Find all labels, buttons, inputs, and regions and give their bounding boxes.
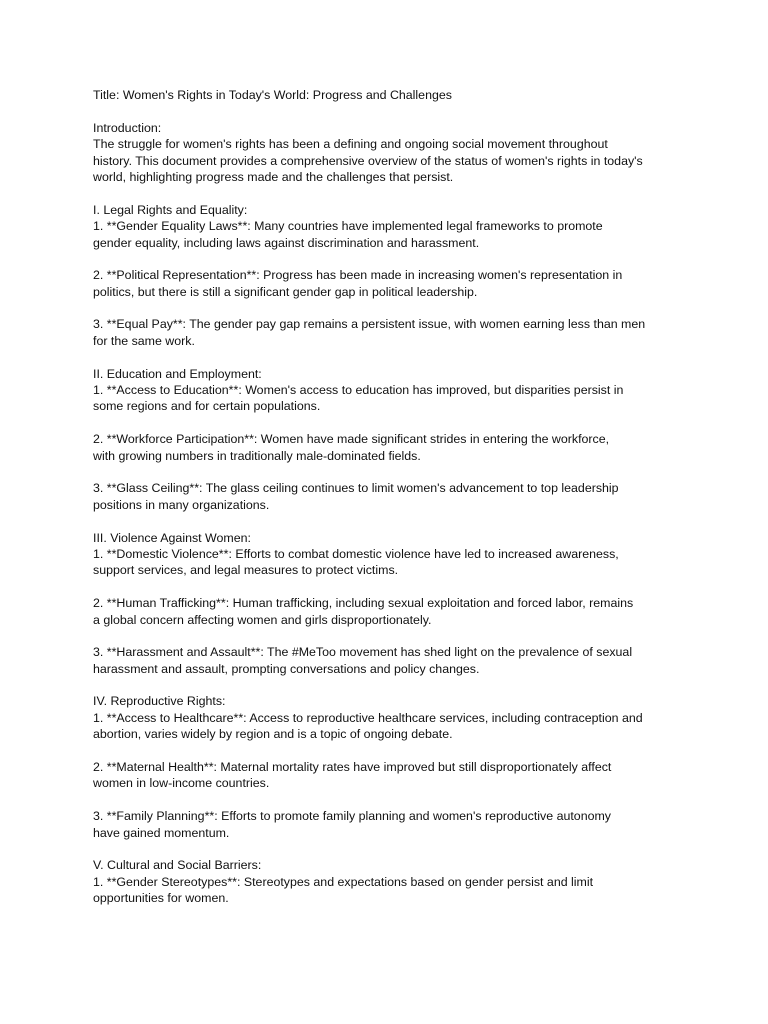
list-item-line: 1. **Access to Education**: Women's access to education has improved, but disparities persist in: [93, 383, 624, 398]
list-item-line: a global concern affecting women and girls disproportionately.: [93, 612, 432, 627]
list-item-line: women in low-income countries.: [93, 776, 270, 791]
section-heading: III. Violence Against Women:: [93, 530, 251, 545]
spacer: [93, 743, 683, 759]
spacer: [93, 415, 683, 431]
list-item-line: politics, but there is still a significant gender gap in political leadership.: [93, 284, 478, 299]
list-item-line: gender equality, including laws against discrimination and harassment.: [93, 235, 480, 250]
intro-heading: Introduction:: [93, 120, 162, 135]
spacer: [93, 677, 683, 693]
list-item-line: have gained momentum.: [93, 825, 230, 840]
list-item-line: 1. **Gender Stereotypes**: Stereotypes and expectations based on gender persist and limit: [93, 874, 594, 889]
spacer: [93, 628, 683, 644]
spacer: [93, 841, 683, 857]
section-heading: IV. Reproductive Rights:: [93, 694, 226, 709]
spacer: [93, 251, 683, 267]
spacer: [93, 579, 683, 595]
list-item-line: abortion, varies widely by region and is a topic of ongoing debate.: [93, 727, 453, 742]
spacer: [93, 185, 683, 201]
spacer: [93, 349, 683, 365]
intro-line: The struggle for women's rights has been a defining and ongoing social movement throughout: [93, 137, 608, 152]
list-item-line: positions in many organizations.: [93, 497, 270, 512]
intro-line: world, highlighting progress made and the challenges that persist.: [93, 169, 454, 184]
list-item-line: 1. **Gender Equality Laws**: Many countries have implemented legal frameworks to promote: [93, 219, 603, 234]
spacer: [93, 103, 683, 119]
document-title: Title: Women's Rights in Today's World: Progress and Challenges: [93, 88, 452, 102]
section-heading: I. Legal Rights and Equality:: [93, 202, 248, 217]
spacer: [93, 792, 683, 808]
document-body: [93, 87, 683, 907]
intro-line: history. This document provides a comprehensive overview of the status of women's rights in today's: [93, 153, 643, 168]
section-heading: II. Education and Employment:: [93, 366, 262, 381]
list-item-line: support services, and legal measures to protect victims.: [93, 563, 399, 578]
list-item-line: harassment and assault, prompting conversations and policy changes.: [93, 661, 480, 676]
list-item-line: for the same work.: [93, 333, 195, 348]
list-item-line: 1. **Domestic Violence**: Efforts to combat domestic violence have led to increased awareness,: [93, 546, 619, 561]
list-item-line: some regions and for certain populations.: [93, 399, 321, 414]
spacer: [93, 300, 683, 316]
list-item-line: 3. **Equal Pay**: The gender pay gap remains a persistent issue, with women earning less than men: [93, 317, 646, 332]
spacer: [93, 513, 683, 529]
list-item-line: opportunities for women.: [93, 891, 229, 906]
list-item-line: 2. **Human Trafficking**: Human trafficking, including sexual exploitation and forced labor, remains: [93, 596, 634, 611]
list-item-line: 2. **Maternal Health**: Maternal mortality rates have improved but still disproportionately affect: [93, 760, 612, 775]
list-item-line: with growing numbers in traditionally male-dominated fields.: [93, 448, 421, 463]
section-heading: V. Cultural and Social Barriers:: [93, 858, 262, 873]
list-item-line: 2. **Workforce Participation**: Women have made significant strides in entering the workforce,: [93, 432, 610, 447]
spacer: [93, 464, 683, 480]
list-item-line: 3. **Harassment and Assault**: The #MeToo movement has shed light on the prevalence of sexual: [93, 645, 633, 660]
list-item-line: 2. **Political Representation**: Progress has been made in increasing women's representation in: [93, 268, 623, 283]
list-item-line: 3. **Glass Ceiling**: The glass ceiling continues to limit women's advancement to top leadership: [93, 481, 619, 496]
list-item-line: 3. **Family Planning**: Efforts to promote family planning and women's reproductive autonomy: [93, 809, 611, 824]
list-item-line: 1. **Access to Healthcare**: Access to reproductive healthcare services, including contraception and: [93, 710, 643, 725]
